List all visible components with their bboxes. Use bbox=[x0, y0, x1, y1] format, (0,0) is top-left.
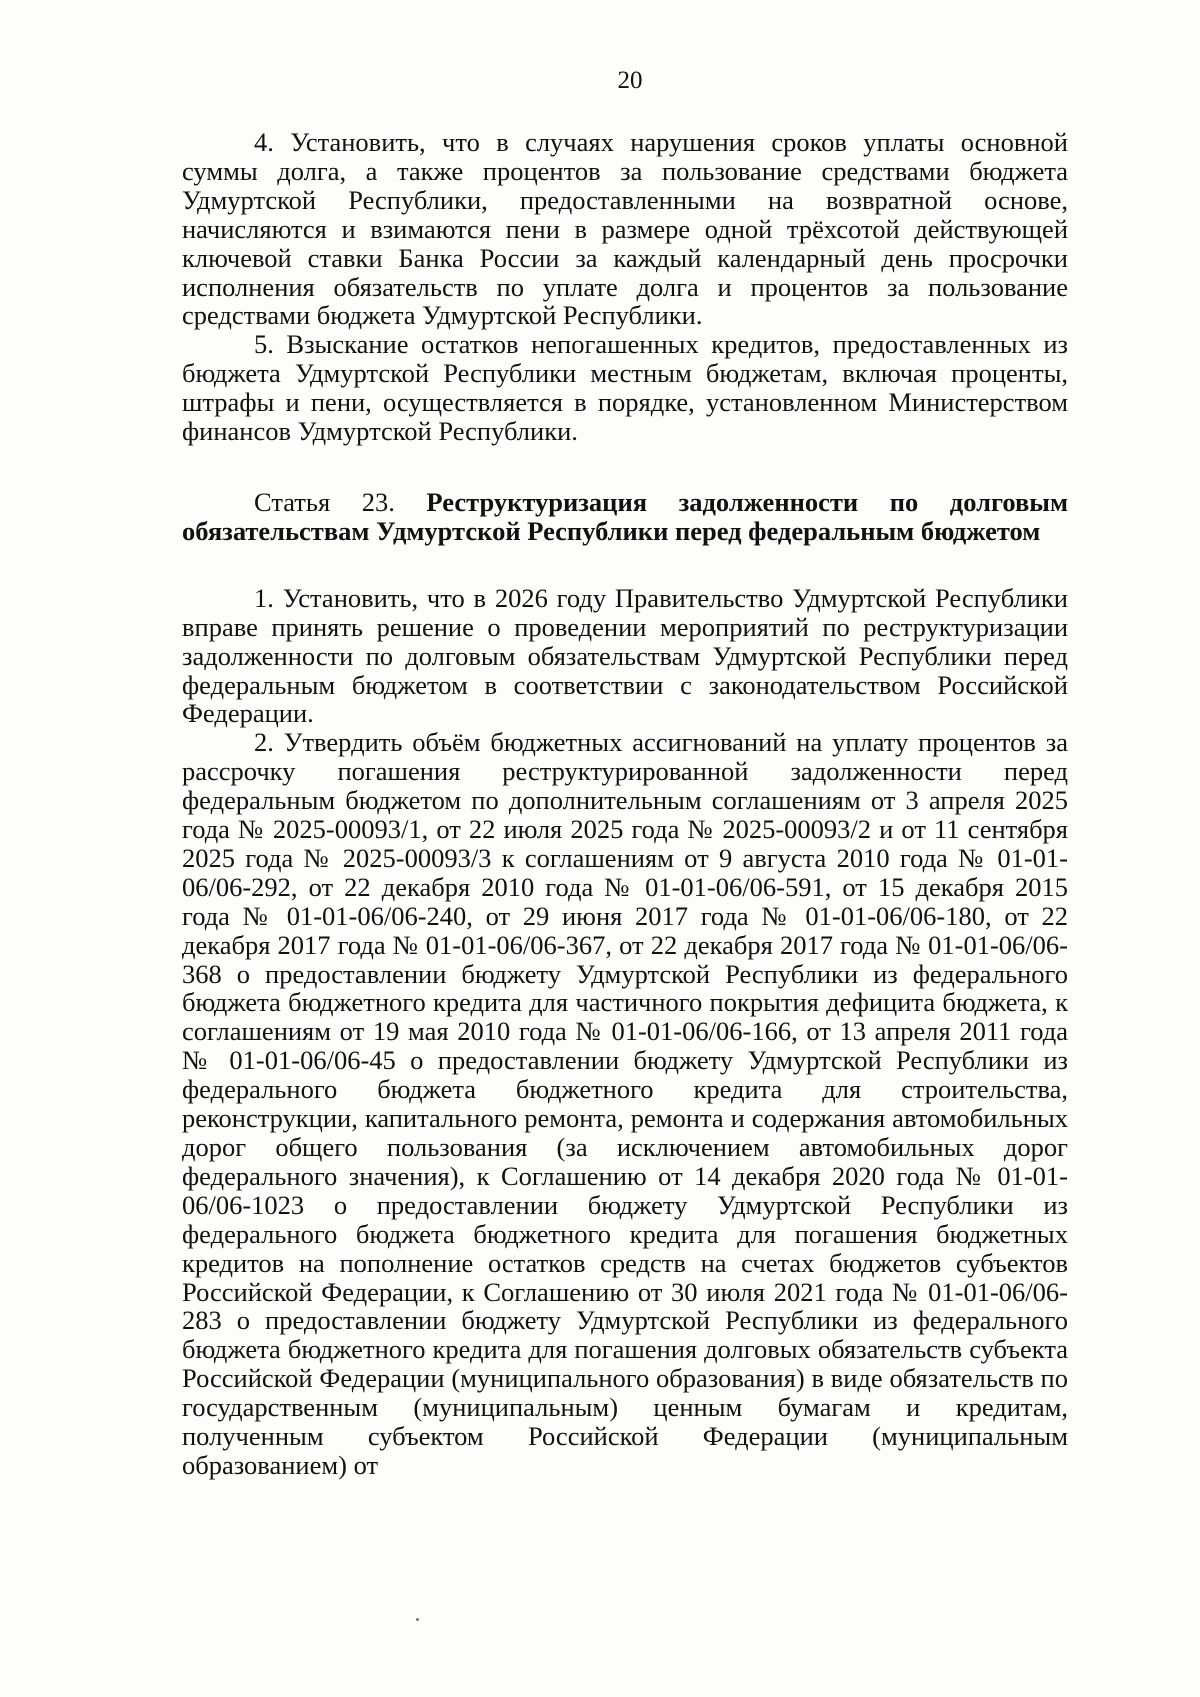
paragraph-5: 5. Взыскание остатков непогашенных кредитов, предоставленных из бюджета Удмуртской Республики местным бюджетам, включая проценты, штрафы и пени, осуществляется в порядке, установленном Министерством финансов Удмуртской Республики. bbox=[182, 329, 1068, 447]
article-paragraph-2: 2. Утвердить объём бюджетных ассигнований на уплату процентов за рассрочку погашения реструктурированной задолженности перед федеральным бюджетом по дополнительным соглашениям от 3 апреля 2025 года № 2025-00093/1, от 22 июля 2025 года № 2025-00093/2 и от 11 сентября 2025 года № 2025-00093/3 к соглашениям от 9 августа 2010 года № 01-01-06/06-292, от 22 декабря 2010 года № 01-01-06/06-591, от 15 декабря 2015 года № 01-01-06/06-240, от 29 июня 2017 года № 01-01-06/06-180, от 22 декабря 2017 года № 01-01-06/06-367, от 22 декабря 2017 года № 01-01-06/06-368 о предоставлении бюджету Удмуртской Республики из федерального бюджета бюджетного кредита для частичного покрытия дефицита бюджета, к соглашениям от 19 мая 2010 года № 01-01-06/06-166, от 13 апреля 2011 года № 01-01-06/06-45 о предоставлении бюджету Удмуртской Республики из федерального бюджета бюджетного кредита для строительства, реконструкции, капитального ремонта, ремонта и содержания автомобильных дорог общего пользования (за исключением автомобильных дорог федерального значения), к Соглашению от 14 декабря 2020 года № 01-01-06/06-1023 о предоставлении бюджету Удмуртской Республики из федерального бюджета бюджетного кредита для погашения бюджетных кредитов на пополнение остатков средств на счетах бюджетов субъектов Российской Федерации, к Соглашению от 30 июля 2021 года № 01-01-06/06-283 о предоставлении бюджету Удмуртской Республики из федерального бюджета бюджетного кредита для погашения долговых обязательств субъекта Российской Федерации (муниципального образования) в виде обязательств по государственным (муниципальным) ценным бумагам и кредитам, полученным субъектом Российской Федерации (муниципальным образованием) от bbox=[182, 727, 1068, 1480]
scan-dot-mark bbox=[416, 1618, 419, 1621]
document-body bbox=[182, 128, 1068, 1480]
article-heading bbox=[182, 488, 1068, 546]
paragraph-4: 4. Установить, что в случаях нарушения сроков уплаты основной суммы долга, а также процентов за пользование средствами бюджета Удмуртской Республики, предоставленными на возвратной основе, начисляются и взимаются пени в размере одной трёхсотой действующей ключевой ставки Банка России за каждый календарный день просрочки исполнения обязательств по уплате долга и процентов за пользование средствами бюджета Удмуртской Республики. bbox=[182, 127, 1068, 331]
article-label: Статья 23. bbox=[254, 486, 427, 517]
page-number: 20 bbox=[617, 67, 643, 94]
article-title: Реструктуризация задолженности по долговым обязательствам Удмуртской Республики перед федеральным бюджетом bbox=[182, 486, 1068, 546]
article-paragraph-1: 1. Установить, что в 2026 году Правительство Удмуртской Республики вправе принять решение о проведении мероприятий по реструктуризации задолженности по долговым обязательствам Удмуртской Республики перед федеральным бюджетом в соответствии с законодательством Российской Федерации. bbox=[182, 582, 1068, 729]
